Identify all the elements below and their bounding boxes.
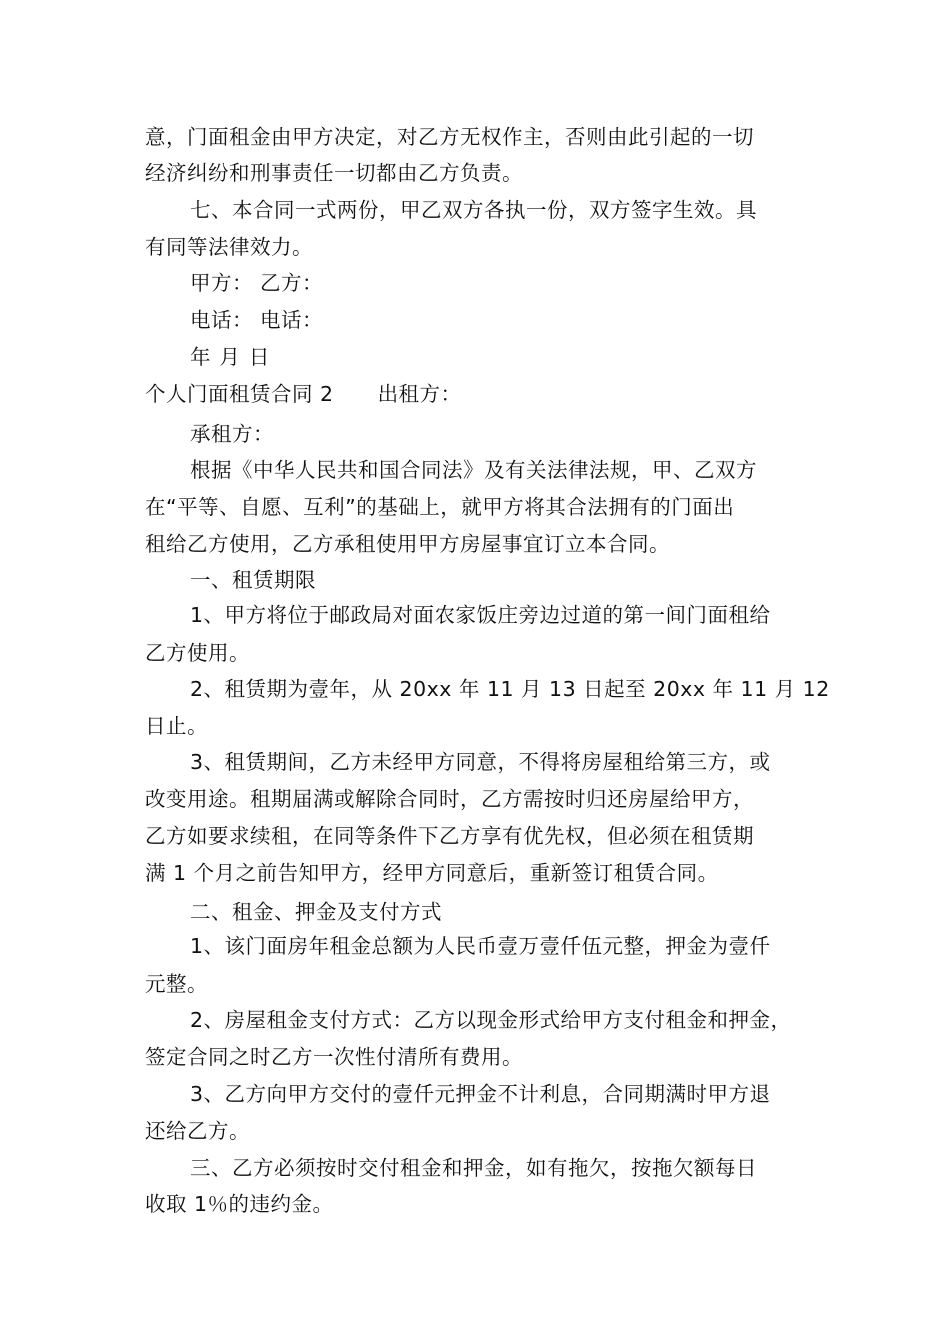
contract-title: 个人门面租赁合同 2 xyxy=(145,382,334,406)
contract-title-line xyxy=(145,380,462,408)
section-heading: 一、租赁期限 xyxy=(190,568,316,592)
text-line: 根据《中华人民共和国合同法》及有关法律法规，甲、乙双方 xyxy=(190,458,757,482)
lessee-label: 承租方： xyxy=(190,422,274,446)
text-line: 2、房屋租金支付方式：乙方以现金形式给甲方支付租金和押金， xyxy=(190,1008,792,1032)
text-line: 还给乙方。 xyxy=(145,1119,250,1143)
signature-phone-line: 电话： 电话： xyxy=(190,308,324,332)
lessor-label: 出租方： xyxy=(377,382,462,406)
signature-party-line: 甲方： 乙方： xyxy=(190,271,324,295)
text-line: 3、租赁期间，乙方未经甲方同意，不得将房屋租给第三方，或 xyxy=(190,750,771,774)
clause-7-heading-line: 七、本合同一式两份，甲乙双方各执一份，双方签字生效。具 xyxy=(190,198,757,222)
text-line: 有同等法律效力。 xyxy=(145,235,313,259)
text-line: 满 1 个月之前告知甲方，经甲方同意后，重新签订租赁合同。 xyxy=(145,861,719,885)
text-line: 1、甲方将位于邮政局对面农家饭庄旁边过道的第一间门面租给 xyxy=(190,603,771,627)
text-line: 元整。 xyxy=(145,972,208,996)
text-line: 经济纠纷和刑事责任一切都由乙方负责。 xyxy=(145,161,523,185)
text-line: 1、该门面房年租金总额为人民币壹万壹仟伍元整，押金为壹仟 xyxy=(190,934,771,958)
text-line: 签定合同之时乙方一次性付清所有费用。 xyxy=(145,1045,523,1069)
signature-date-line: 年 月 日 xyxy=(190,345,271,369)
text-line: 租给乙方使用，乙方承租使用甲方房屋事宜订立本合同。 xyxy=(145,532,670,556)
text-line: 日止。 xyxy=(145,714,208,738)
section-heading: 二、租金、押金及支付方式 xyxy=(190,900,442,924)
text-line: 意，门面租金由甲方决定，对乙方无权作主，否则由此引起的一切 xyxy=(145,125,754,149)
section-heading: 三、乙方必须按时交付租金和押金，如有拖欠，按拖欠额每日 xyxy=(190,1156,757,1180)
text-line: 乙方如要求续租，在同等条件下乙方享有优先权，但必须在租赁期 xyxy=(145,824,754,848)
text-line: 收取 1％的违约金。 xyxy=(145,1192,334,1216)
text-line: 在“平等、自愿、互利”的基础上，就甲方将其合法拥有的门面出 xyxy=(145,495,735,519)
text-line: 3、乙方向甲方交付的壹仟元押金不计利息，合同期满时甲方退 xyxy=(190,1082,771,1106)
text-line: 改变用途。租期届满或解除合同时，乙方需按时归还房屋给甲方， xyxy=(145,787,754,811)
text-line: 2、租赁期为壹年，从 20xx 年 11 月 13 日起至 20xx 年 11 月 12 xyxy=(190,677,830,701)
text-line: 乙方使用。 xyxy=(145,641,250,665)
